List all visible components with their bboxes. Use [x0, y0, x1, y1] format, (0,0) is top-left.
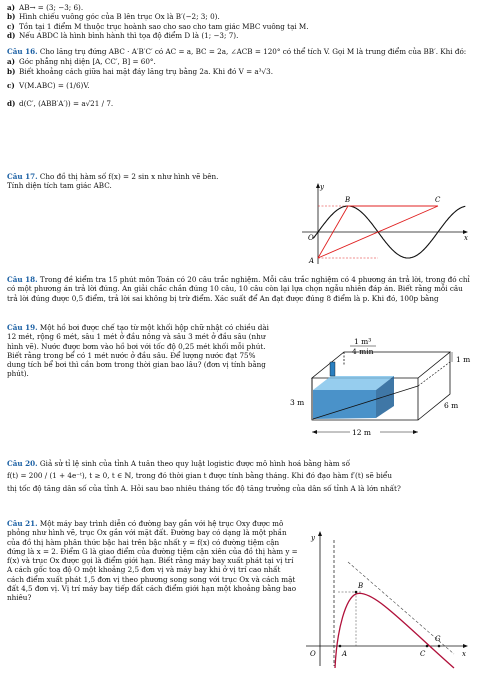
flight-curve: [335, 593, 454, 668]
label-depth-deep: 3 m: [290, 398, 305, 407]
label-a: A: [309, 257, 315, 265]
flight-path-figure: [304, 528, 474, 670]
point-a: [339, 645, 342, 648]
question-16: [7, 47, 473, 108]
q20-line3: thị tốc độ tăng dân số của tỉnh A. Hỏi sau bao nhiêu tháng tốc độ tăng trưởng của dân số tỉnh A là lớn nhất?: [7, 483, 401, 493]
q16-item-b: b) Biết khoảng cách giữa hai mặt đáy lăng trụ bằng 2a. Khi đó V = a³√3.: [7, 66, 273, 76]
point-g: [438, 645, 441, 648]
q20-line1: Câu 20. Giả sử tỉ lệ sinh của tỉnh A tuân theo quy luật logistic được mô hình hoá bằng hàm số: [7, 459, 350, 468]
q20-line2: f(t) = 200 / (1 + 4e⁻ᵗ), t ≥ 0, t ∈ ℕ, trong đó thời gian t được tính bằng tháng. Khi đó đạo hàm f′(t) sẽ biểu: [7, 471, 392, 481]
question-17: [7, 172, 277, 191]
label-length: 12 m: [352, 428, 372, 437]
point-b: [355, 591, 358, 594]
q16-item-a: a) Góc phẳng nhị diện [A, CC′, B] = 60°.: [7, 57, 156, 67]
q17-line1: Câu 17. Cho đồ thị hàm số f(x) = 2 sin x như hình vẽ bên.: [7, 172, 219, 181]
q17-heading: Câu 17.: [7, 172, 38, 181]
q15-item-c: c) Tồn tại 1 điểm M thuộc trục hoành sao cho sao cho tam giác MBC vuông tại M.: [7, 21, 309, 31]
label-b: B: [345, 196, 351, 204]
dim-length-arrow-left: [312, 430, 317, 434]
label-g: G: [435, 635, 441, 643]
label-width: 6 m: [444, 401, 459, 410]
label-a: A: [342, 650, 348, 658]
q15-item-b: b) Hình chiếu vuông góc của B lên trục Ox là B′(−2; 3; 0).: [7, 12, 220, 22]
q17-line2: Tính diện tích tam giác ABC.: [7, 181, 112, 191]
pool-figure: [284, 318, 474, 448]
label-y: y: [311, 534, 315, 542]
rate-denominator: 4 min: [352, 347, 374, 356]
label-c: C: [420, 650, 426, 658]
label-b: B: [358, 582, 364, 590]
q15-item-a: a) AB→ = (3; −3; 6).: [7, 3, 84, 12]
pool-water-front: [313, 390, 376, 419]
q16-item-c: c) V(M.ABC) = (1/6)V.: [7, 80, 90, 90]
label-o: O: [308, 234, 314, 242]
dim-length-arrow-right: [413, 430, 418, 434]
q21-heading: Câu 21.: [7, 519, 38, 528]
label-o: O: [310, 650, 316, 658]
q16-stem: Câu 16. Cho lăng trụ đứng ABC · A′B′C′ có AC = a, BC = 2a, ∠ACB = 120° có thể tích V. Gọi M là trung điểm của BB′. Khi đó:: [7, 47, 467, 56]
label-y: y: [320, 183, 324, 191]
question-20: [7, 459, 473, 493]
q18-heading: Câu 18.: [7, 275, 38, 284]
q16-heading: Câu 16.: [7, 47, 38, 56]
q20-heading: Câu 20.: [7, 459, 38, 468]
label-c: C: [435, 196, 441, 204]
question-18: Câu 18. Trong đề kiểm tra 15 phút môn Toán có 20 câu trắc nghiệm. Mỗi câu trắc nghiệm có 4 phương án trả lời, trong đó chỉ có một phương án trả lời đúng. An giải chắc chắn đúng 10 câu, 10 câu còn lại lựa chọn ngẫu nhiên đáp án. Biết rằng mỗi câu trả lời đúng được 0,5 điểm, trả lời sai không bị trừ điểm. Xác suất để An đạt được đúng 8 điểm là p. Khi đó, 100p bằng: [7, 275, 470, 303]
y-axis-arrow: [318, 531, 322, 536]
question-19: Câu 19. Một hồ bơi được chế tạo từ một khối hộp chữ nhật có chiều dài 12 mét, rộng 6 mét, sâu 1 mét ở đầu nông và sâu 3 mét ở đầu sâu (như hình vẽ). Nước được bơm vào hồ bơi với tốc độ 0,25 mét khối mỗi phút. Biết rằng trong bể có 1 mét nước ở đầu sâu. Để lượng nước đạt 75% dung tích bể bơi thì cần bơm trong thời gian bao lâu? (đơn vị tính bằng phút).: [7, 323, 269, 379]
label-x: x: [464, 234, 468, 242]
question-21: Câu 21. Một máy bay trình diễn có đường bay gắn với hệ trục Oxy được mô phỏng như hình vẽ, trục Ox gắn với mặt đất. Đường bay có dạng là một phần của đồ thị hàm phân thức bậc hai trên bậc nhất y = f(x) có đường tiệm cận đứng là x = 2. Điểm G là giao điểm của đường tiệm cận xiên của đồ thị hàm y = f(x) và trục Ox được gọi là điểm giới hạn. Biết rằng máy bay xuất phát tại vị trí A cách gốc toạ độ O một khoảng 2,5 đơn vị và máy bay khi ở vị trí cao nhất cách điểm xuất phát 1,5 đơn vị theo phương song song với trục Ox và cách mặt đất 4,5 đơn vị. Vị trí máy bay tiếp đất cách điểm giới hạn một khoảng bằng bao nhiêu?: [7, 519, 298, 603]
label-x: x: [462, 650, 466, 658]
q19-heading: Câu 19.: [7, 323, 38, 332]
q16-item-d: d) d(C′, (ABB′A′)) = a√21 / 7.: [7, 99, 114, 109]
x-axis-arrow: [463, 644, 468, 648]
point-c: [426, 645, 429, 648]
sine-graph-figure: [300, 180, 472, 266]
q15-item-d: d) Nếu ABDC là hình bình hành thì tọa độ điểm D là (1; −3; 7).: [7, 30, 239, 40]
label-depth-shallow: 1 m: [456, 355, 471, 364]
q15-items: [7, 3, 473, 40]
water-pipe: [330, 362, 335, 376]
rate-numerator: 1 m³: [354, 337, 372, 346]
